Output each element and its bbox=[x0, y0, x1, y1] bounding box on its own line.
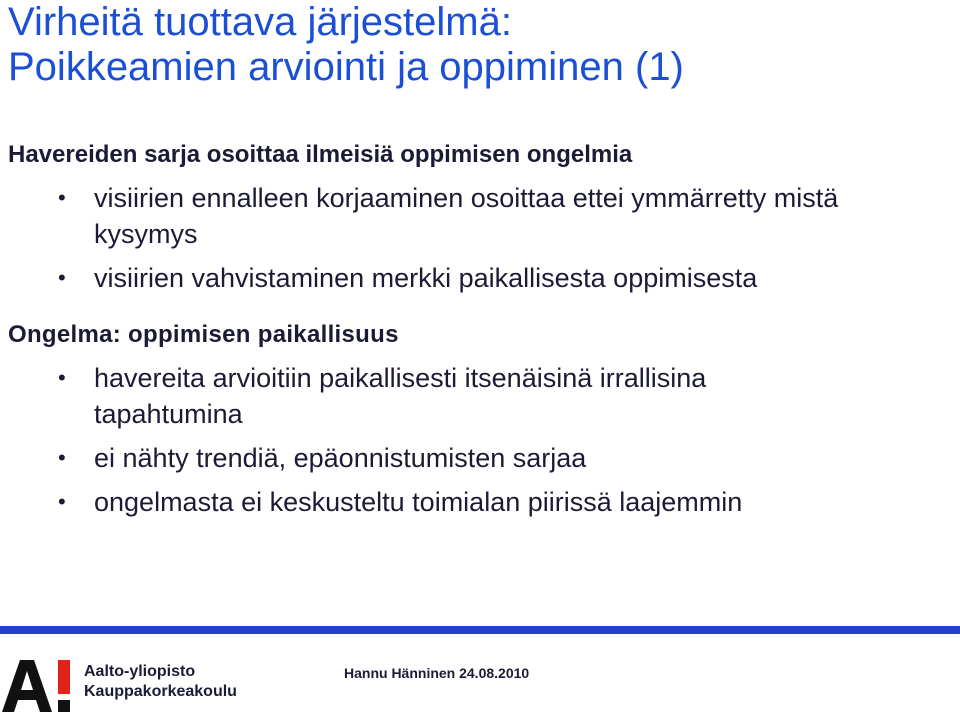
bullet-dot: • bbox=[58, 489, 66, 514]
bullet-item bbox=[8, 440, 938, 476]
bullet-text: visiirien ennalleen korjaaminen osoittaa ettei ymmärretty mistä bbox=[94, 183, 839, 213]
logo-line-2: Kauppakorkeakoulu bbox=[84, 683, 237, 700]
footer-author: Hannu Hänninen 24.08.2010 bbox=[344, 665, 530, 681]
logo-exclamation-dot bbox=[58, 700, 70, 712]
section-2 bbox=[8, 318, 938, 520]
footer-divider bbox=[0, 626, 960, 634]
bullet-dot: • bbox=[58, 365, 66, 390]
bullet-list bbox=[8, 180, 938, 296]
bullet-dot: • bbox=[58, 445, 66, 470]
section-1 bbox=[8, 138, 938, 296]
bullet-text-continued: tapahtumina bbox=[94, 399, 243, 429]
bullet-dot: • bbox=[58, 265, 66, 290]
bullet-item bbox=[8, 260, 938, 296]
slide-content bbox=[8, 138, 938, 520]
bullet-text: visiirien vahvistaminen merkki paikallisesta oppimisesta bbox=[94, 263, 758, 293]
logo-wordmark bbox=[84, 662, 237, 702]
slide-title bbox=[8, 0, 684, 90]
aalto-logo-icon bbox=[2, 660, 74, 712]
bullet-dot: • bbox=[58, 185, 66, 210]
slide-title-line-1: Virheitä tuottava järjestelmä: bbox=[8, 0, 512, 44]
bullet-text: ei nähty trendiä, epäonnistumisten sarjaa bbox=[94, 443, 587, 473]
logo-line-1: Aalto-yliopisto bbox=[84, 663, 196, 680]
section-heading: Havereiden sarja osoittaa ilmeisiä oppimisen ongelmia bbox=[8, 141, 633, 168]
section-heading: Ongelma: oppimisen paikallisuus bbox=[8, 321, 399, 348]
slide-title-line-2: Poikkeamien arviointi ja oppiminen (1) bbox=[8, 45, 684, 89]
bullet-text: ongelmasta ei keskusteltu toimialan piirissä laajemmin bbox=[94, 487, 743, 517]
bullet-list bbox=[8, 360, 938, 520]
bullet-item bbox=[8, 484, 938, 520]
bullet-text: havereita arvioitiin paikallisesti itsenäisinä irrallisina bbox=[94, 363, 707, 393]
logo-exclamation-bar bbox=[58, 660, 70, 694]
bullet-item bbox=[8, 360, 938, 432]
bullet-text-continued: kysymys bbox=[94, 219, 198, 249]
bullet-item bbox=[8, 180, 938, 252]
